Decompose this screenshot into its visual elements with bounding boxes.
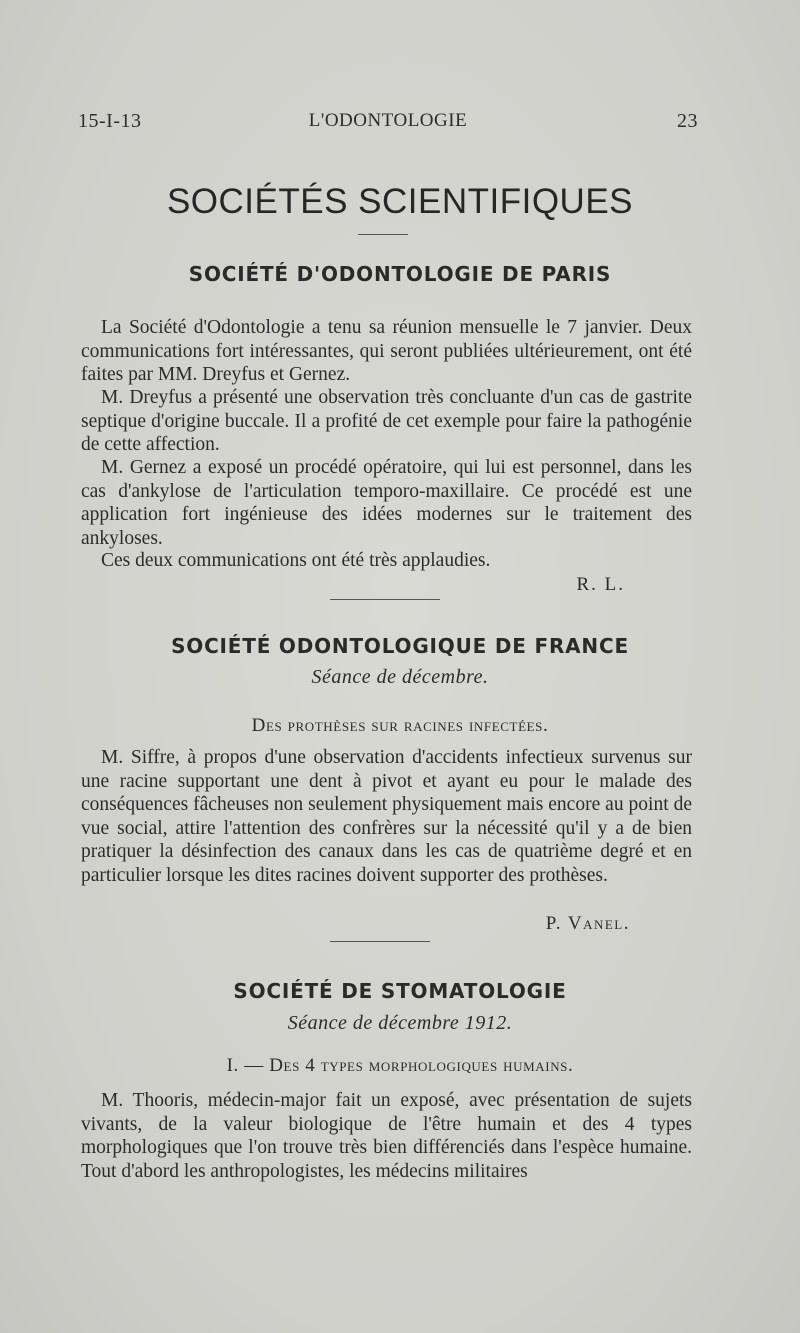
- section1-paragraph-3: M. Gernez a exposé un procédé opératoire, qui lui est personnel, dans les cas d'ankylose de l'articulation temporo-maxillaire. Ce procédé est une application fort ingénieuse des idées modernes sur le traitement des ankyloses.: [81, 457, 692, 549]
- section2-signature: P. Vanel.: [545, 913, 630, 934]
- section2-rule: [330, 941, 430, 942]
- title-rule: [358, 234, 408, 235]
- section3-subtitle: Séance de décembre 1912.: [287, 1012, 513, 1034]
- section2-heading: Des prothèses sur racines infectées.: [251, 715, 549, 736]
- section1-signature: R. L.: [576, 574, 625, 595]
- header-date: 15-I-13: [78, 110, 142, 132]
- section2-title: SOCIÉTÉ ODONTOLOGIQUE DE FRANCE: [171, 634, 629, 658]
- main-title: SOCIÉTÉS SCIENTIFIQUES: [166, 182, 634, 221]
- section1-title: SOCIÉTÉ D'ODONTOLOGIE DE PARIS: [188, 262, 612, 286]
- section1-rule: [330, 599, 440, 600]
- section1-paragraph-2: M. Dreyfus a présenté une observation très concluante d'un cas de gastrite septique d'origine buccale. Il a profité de cet exemple pour faire la pathogénie de cette affection.: [81, 387, 692, 455]
- section1-paragraph-4: Ces deux communications ont été très applaudies.: [101, 550, 491, 571]
- header-page-number: 23: [677, 110, 698, 132]
- section2-paragraph: M. Siffre, à propos d'une observation d'accidents infectieux survenus sur une racine supportant une dent à pivot et ayant eu pour le malade des conséquences fâcheuses non seulement physiquement mais encore au point de vue social, attire l'attention des confrères sur la nécessité qu'il y a de bien pratiquer la désinfection des canaux dans les cas de quatrième degré et en particulier lorsque les dites racines doivent supporter des prothèses.: [81, 747, 692, 886]
- section3-heading: I. — Des 4 types morphologiques humains.: [226, 1055, 574, 1076]
- section1-paragraph-1: La Société d'Odontologie a tenu sa réunion mensuelle le 7 janvier. Deux communications fort intéressantes, qui seront publiées ultérieurement, ont été faites par MM. Dreyfus et Gernez.: [81, 317, 692, 385]
- section2-subtitle: Séance de décembre.: [311, 666, 489, 688]
- section3-title: SOCIÉTÉ DE STOMATOLOGIE: [233, 979, 567, 1003]
- section3-paragraph: M. Thooris, médecin-major fait un exposé, avec présentation de sujets vivants, de la valeur biologique de l'être humain et des 4 types morphologiques que l'on trouve très bien différenciés dans l'espèce humaine. Tout d'abord les anthropologistes, les médecins militaires: [81, 1090, 692, 1182]
- header-journal: L'ODONTOLOGIE: [308, 110, 468, 131]
